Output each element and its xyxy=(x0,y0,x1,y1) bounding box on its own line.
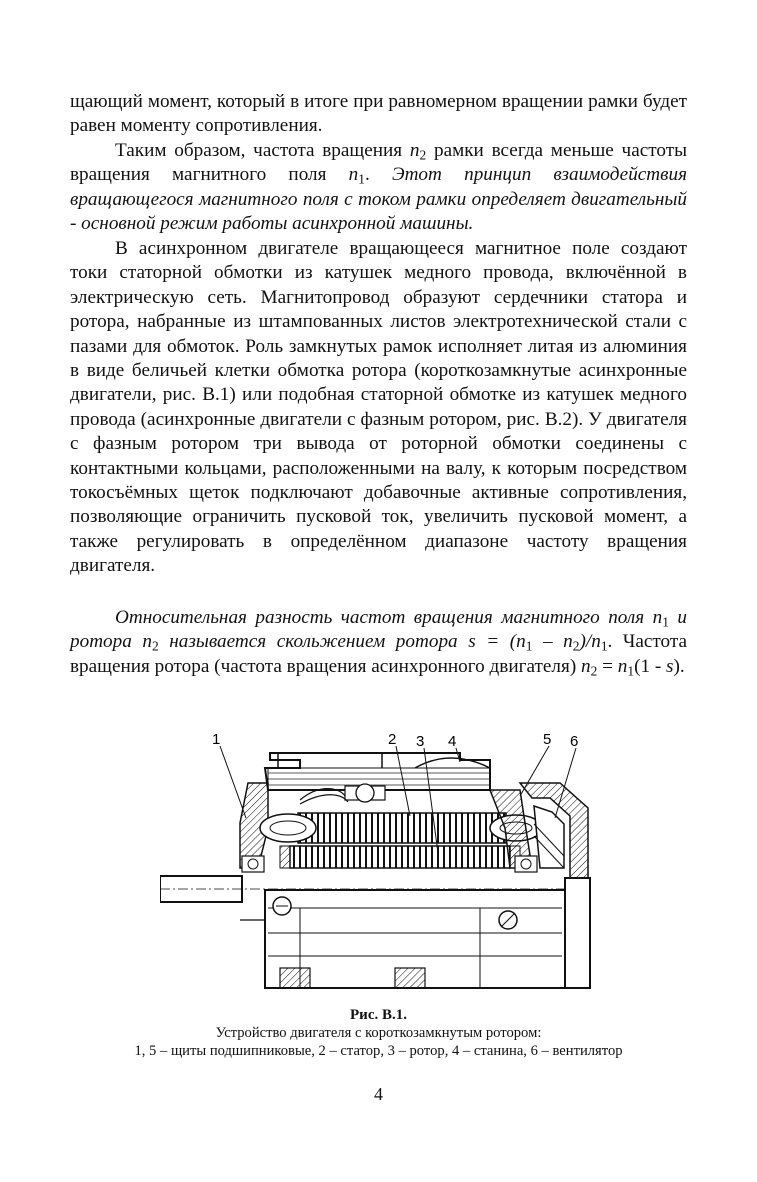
label-6: 6 xyxy=(570,733,579,750)
label-3: 3 xyxy=(416,733,425,750)
figure-caption-line-1: Устройство двигателя с короткозамкнутым ротором: xyxy=(215,1025,542,1041)
motor-drawing xyxy=(160,728,600,990)
paragraph-1: щающий момент, который в итоге при равномерном вращении рамки будет равен моменту сопротивления. xyxy=(70,91,687,137)
paragraph-4: Относительная разность частот вращения магнитного поля $n_1$ и ротора $n_2$ называется скольжением ротора $s = (n_1 - n_2)/n_1$. Частота вращения ротора (частота вращения асинхронного двигателя) $n_2 = n_1(1 - s)$. xyxy=(70,607,688,679)
page-number: 4 xyxy=(374,1084,383,1104)
label-4: 4 xyxy=(448,733,457,750)
fan xyxy=(534,806,564,868)
figure-title: Рис. В.1. xyxy=(350,1007,407,1023)
label-5: 5 xyxy=(543,731,552,748)
paragraph-3: В асинхронном двигателе вращающееся магнитное поле создают токи статорной обмотки из катушек медного провода, включённой в электрическую сеть. Магнитопровод образуют сердечники статора и ротора, набранные из штампованных листов электротехнической стали с пазами для обмоток. Роль замкнутых рамок исполняет литая из алюминия в виде беличьей клетки обмотка ротора (короткозамкнутые асинхронные двигатели, рис. В.1) или подобная статорной обмотке из катушек медного провода (асинхронные двигатели с фазным ротором, рис. В.2). У двигателя с фазным ротором три вывода от роторной обмотки соединены с контактными кольцами, расположенными на валу, к которым посредством токосъёмных щеток подключают добавочные активные сопротивления, позволяющие ограничить пусковой ток, увеличить пусковой момент, а также регулировать в определённом диапазоне частоту вращения двигателя. xyxy=(70,238,687,577)
principle-statement: Этот принцип взаимодействия вращающегося магнитного поля с током рамки определяет двигательный - основной режим работы асинхронной машины. xyxy=(70,164,688,235)
stator-core xyxy=(298,813,506,843)
paragraph-2: Таким образом, частота вращения $n_2$ рамки всегда меньше частоты вращения магнитного поля $n_1$. Этот принцип взаимодействия вращающегося магнитного поля с током рамки определяет двигательный - основной режим работы асинхронной машины. xyxy=(70,140,688,235)
label-1: 1 xyxy=(212,731,221,748)
label-2: 2 xyxy=(388,731,397,748)
rotor-core xyxy=(290,846,510,868)
figure-caption-line-2: 1, 5 – щиты подшипниковые, 2 – статор, 3 – ротор, 4 – станина, 6 – вентилятор xyxy=(134,1043,623,1059)
